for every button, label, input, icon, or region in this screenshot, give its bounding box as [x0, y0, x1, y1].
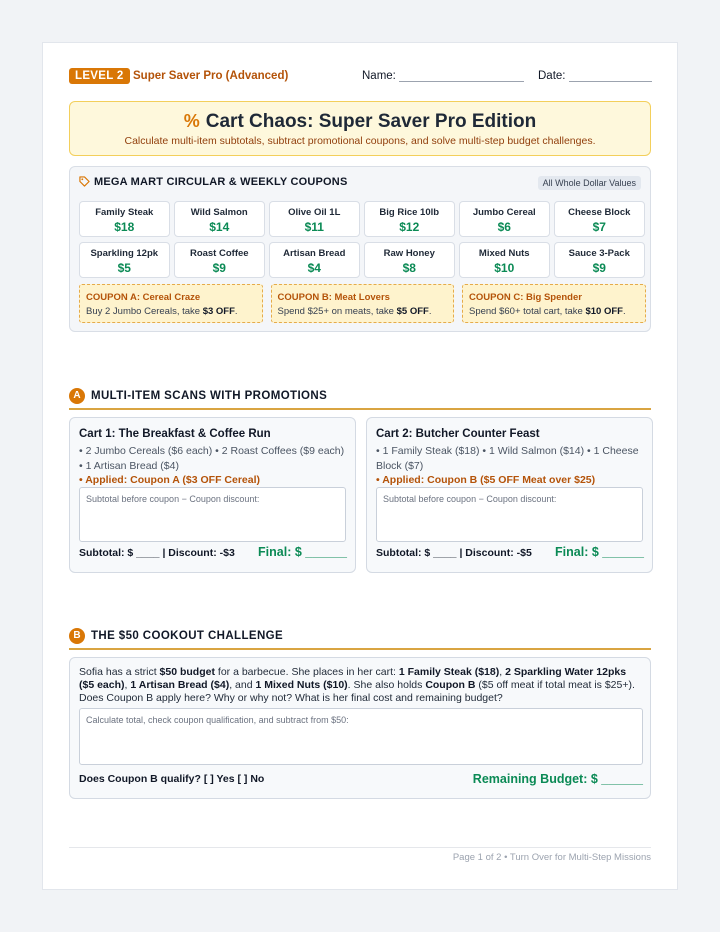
- item-price: $8: [402, 261, 416, 275]
- date-field[interactable]: [569, 81, 652, 82]
- coupon-card-a: [79, 284, 263, 323]
- story-text: for a barbecue. She places in her cart:: [214, 666, 399, 678]
- challenge-card: [69, 657, 651, 799]
- coupon-text-lead: Spend $25+ on meats, take: [277, 306, 397, 317]
- work-area[interactable]: [376, 487, 643, 542]
- cart-items: • 1 Family Steak ($18) • 1 Wild Salmon ($14) • 1 Cheese Block ($7): [376, 445, 639, 472]
- cart-card-2: [366, 417, 653, 573]
- cart-items: • 2 Jumbo Cereals ($6 each) • 2 Roast Coffees ($9 each) • 1 Artisan Bread ($4): [79, 445, 345, 472]
- coupon-text: [469, 306, 626, 317]
- item-price: $18: [114, 220, 135, 234]
- coupon-card-b: [271, 284, 455, 323]
- item-price: $7: [592, 220, 606, 234]
- values-pill: All Whole Dollar Values: [538, 176, 641, 190]
- item-price: $9: [212, 261, 226, 275]
- item-name: Raw Honey: [383, 248, 435, 259]
- remaining-budget-answer[interactable]: Remaining Budget: $ ______: [472, 772, 643, 786]
- page-subtitle: Calculate multi-item subtotals, subtract promotional coupons, and solve multi-step budget challenges.: [124, 135, 596, 147]
- item-card: [79, 201, 170, 237]
- header-row: [69, 69, 651, 85]
- coupon-text-lead: Spend $60+ total cart, take: [469, 306, 586, 317]
- item-card: [79, 242, 170, 278]
- item-price: $14: [209, 220, 230, 234]
- item-card: [269, 201, 360, 237]
- percent-icon: %: [183, 111, 200, 131]
- level-badge: LEVEL 2: [69, 68, 130, 84]
- name-label: Name:: [362, 70, 396, 82]
- coupon-amount: $5 OFF: [396, 306, 429, 317]
- coupon-card-c: [462, 284, 646, 323]
- coupon-text-end: .: [428, 306, 432, 317]
- section-badge: B: [69, 628, 85, 644]
- work-area[interactable]: [79, 487, 346, 542]
- page-title-text: Cart Chaos: Super Saver Pro Edition: [205, 111, 537, 132]
- coupon-title: COUPON B: Meat Lovers: [277, 292, 390, 303]
- item-card: [459, 242, 550, 278]
- item-price: $5: [117, 261, 131, 275]
- work-area-label: Calculate total, check coupon qualification, and subtract from $50:: [86, 715, 349, 725]
- coupon-amount: $3 OFF: [202, 306, 235, 317]
- item-name: Family Steak: [95, 207, 154, 218]
- item-grid: [79, 201, 645, 278]
- item-card: [364, 201, 455, 237]
- worksheet-page: [42, 42, 678, 890]
- cart-applied-coupon: • Applied: Coupon A ($3 OFF Cereal): [79, 474, 261, 486]
- coupon-text: [86, 306, 238, 317]
- item-name: Sauce 3-Pack: [568, 248, 630, 259]
- item-name: Artisan Bread: [283, 248, 346, 259]
- coupon-text: [278, 306, 432, 317]
- cart-title: Cart 1: The Breakfast & Coffee Run: [79, 428, 271, 440]
- subtotal-discount-line: Subtotal: $ ____ | Discount: -$5: [376, 547, 532, 559]
- story-text: Sofia has a strict: [79, 666, 160, 678]
- work-area-label: Subtotal before coupon − Coupon discount:: [383, 494, 557, 504]
- footer-divider: [69, 847, 651, 848]
- story-text: ($5 off meat if total meat is $25+). Does Coupon B apply here? Why or why not? What is her final cost and remaining budget?: [79, 679, 635, 704]
- item-price: $12: [399, 220, 420, 234]
- coupon-qualify-question[interactable]: Does Coupon B qualify? [ ] Yes [ ] No: [79, 773, 265, 785]
- page-footer: Page 1 of 2 • Turn Over for Multi-Step Missions: [452, 852, 651, 863]
- circular-panel: [69, 166, 651, 332]
- item-price: $9: [592, 261, 606, 275]
- item-price: $10: [494, 261, 515, 275]
- cart-summary: [79, 547, 347, 559]
- cart-card-1: [69, 417, 356, 573]
- item-card: [269, 242, 360, 278]
- coupon-amount: $10 OFF: [585, 306, 623, 317]
- item-name: Cheese Block: [568, 207, 631, 218]
- coupon-title: COUPON C: Big Spender: [469, 292, 582, 303]
- date-label: Date:: [538, 70, 566, 82]
- item-price: $11: [304, 220, 324, 234]
- item-card: [174, 242, 265, 278]
- item-card: [459, 201, 550, 237]
- coupon-text-lead: Buy 2 Jumbo Cereals, take: [86, 306, 203, 317]
- item-name: Wild Salmon: [190, 207, 248, 218]
- name-field[interactable]: [399, 81, 524, 82]
- circular-heading: [79, 176, 348, 188]
- item-price: $4: [307, 261, 321, 275]
- page-title: [70, 111, 650, 133]
- item-price: $6: [497, 220, 511, 234]
- item-name: Big Rice 10lb: [379, 207, 440, 218]
- story-text: . She also holds: [347, 679, 426, 691]
- story-emphasis: Coupon B: [425, 679, 476, 691]
- title-banner: [69, 101, 651, 156]
- item-card: [554, 242, 645, 278]
- section-b-header: [69, 628, 651, 650]
- item-card: [364, 242, 455, 278]
- challenge-work-area[interactable]: [79, 708, 643, 765]
- story-text: ,: [499, 666, 506, 678]
- coupon-text-end: .: [622, 306, 626, 317]
- item-name: Jumbo Cereal: [472, 207, 536, 218]
- section-badge: A: [69, 388, 85, 404]
- challenge-story: [79, 666, 639, 705]
- coupon-text-end: .: [234, 306, 238, 317]
- final-answer[interactable]: Final: $ ______: [258, 545, 347, 559]
- story-text: ,: [124, 679, 131, 691]
- story-emphasis: $50 budget: [159, 666, 215, 678]
- subtotal-discount-line: Subtotal: $ ____ | Discount: -$3: [79, 547, 235, 559]
- item-name: Sparkling 12pk: [90, 248, 159, 259]
- section-a-header: [69, 388, 651, 410]
- item-card: [174, 201, 265, 237]
- final-answer[interactable]: Final: $ ______: [555, 545, 644, 559]
- coupon-title: COUPON A: Cereal Craze: [86, 292, 201, 303]
- item-name: Mixed Nuts: [478, 248, 530, 259]
- section-title: THE $50 COOKOUT CHALLENGE: [91, 630, 284, 642]
- level-title: Super Saver Pro (Advanced): [133, 70, 289, 82]
- coupon-row: [79, 284, 645, 323]
- circular-title: MEGA MART CIRCULAR & WEEKLY COUPONS: [94, 176, 348, 188]
- story-emphasis: 2 Sparkling Water 12pks ($5 each): [79, 666, 627, 691]
- story-emphasis: 1 Family Steak ($18): [398, 666, 500, 678]
- story-text: , and: [229, 679, 256, 691]
- item-card: [554, 201, 645, 237]
- item-name: Olive Oil 1L: [288, 207, 341, 218]
- cart-summary: [376, 547, 644, 559]
- work-area-label: Subtotal before coupon − Coupon discount:: [86, 494, 260, 504]
- price-tag-icon: [79, 176, 90, 187]
- section-title: MULTI-ITEM SCANS WITH PROMOTIONS: [91, 390, 328, 402]
- story-emphasis: 1 Artisan Bread ($4): [130, 679, 230, 691]
- story-emphasis: 1 Mixed Nuts ($10): [255, 679, 348, 691]
- cart-applied-coupon: • Applied: Coupon B ($5 OFF Meat over $25): [376, 474, 596, 486]
- cart-title: Cart 2: Butcher Counter Feast: [376, 428, 540, 440]
- item-name: Roast Coffee: [189, 248, 249, 259]
